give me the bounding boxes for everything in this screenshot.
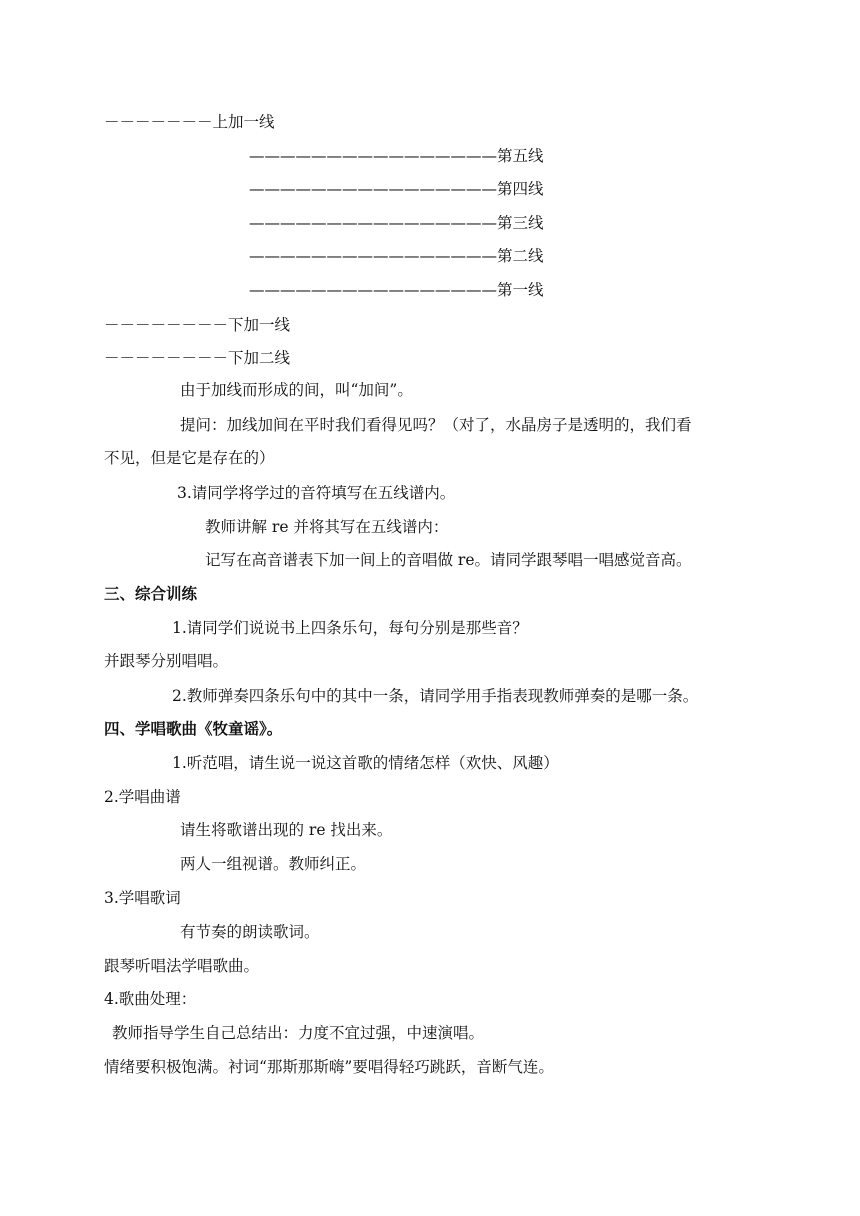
ledger-line-below-2: －－－－－－－－下加二线 bbox=[104, 349, 291, 367]
section4-item-4-line-1: 教师指导学生自己总结出：力度不宜过强，中速演唱。 bbox=[112, 1024, 485, 1042]
section4-item-1: 1.听范唱，请生说一说这首歌的情绪怎样（欢快、风趣） bbox=[172, 754, 559, 772]
list-item-3: 3.请同学将学过的音符填写在五线谱内。 bbox=[177, 484, 456, 502]
section4-item-4-title: 4.歌曲处理： bbox=[104, 990, 197, 1008]
staff-line-3: ————————————————第三线 bbox=[249, 214, 544, 232]
section4-item-2-title: 2.学唱曲谱 bbox=[104, 788, 181, 806]
section3-item-2: 2.教师弹奏四条乐句中的其中一条，请同学用手指表现教师弹奏的是哪一条。 bbox=[172, 687, 699, 705]
section-heading-3: 三、综合训练 bbox=[104, 585, 198, 603]
paragraph-remember-re: 记写在高音谱表下加一间上的音唱做 re。请同学跟琴唱一唱感觉音高。 bbox=[205, 551, 692, 569]
section4-item-3-title: 3.学唱歌词 bbox=[104, 889, 181, 907]
staff-line-5: ————————————————第五线 bbox=[249, 147, 544, 165]
section3-item-1-line-1: 1.请同学们说说书上四条乐句，每句分别是那些音？ bbox=[172, 619, 528, 637]
staff-line-4: ————————————————第四线 bbox=[249, 180, 544, 198]
paragraph-jiajian: 由于加线而形成的间，叫“加间”。 bbox=[180, 381, 413, 399]
section3-item-1-line-2: 并跟琴分别唱唱。 bbox=[104, 652, 229, 670]
section4-item-3-line-1: 有节奏的朗读歌词。 bbox=[180, 923, 320, 941]
section4-item-3-line-2: 跟琴听唱法学唱歌曲。 bbox=[104, 957, 260, 975]
ledger-line-below-1: －－－－－－－－下加一线 bbox=[104, 316, 291, 334]
paragraph-teacher-re: 教师讲解 re 并将其写在五线谱内： bbox=[205, 518, 449, 536]
staff-line-1: ————————————————第一线 bbox=[249, 281, 544, 299]
paragraph-question-line-2: 不见，但是它是存在的） bbox=[104, 449, 275, 467]
section4-item-2-line-1: 请生将歌谱出现的 re 找出来。 bbox=[180, 821, 393, 839]
ledger-line-above-1: －－－－－－－上加一线 bbox=[104, 113, 275, 131]
section4-item-2-line-2: 两人一组视谱。教师纠正。 bbox=[180, 855, 367, 873]
staff-line-2: ————————————————第二线 bbox=[249, 247, 544, 265]
paragraph-question-line-1: 提问：加线加间在平时我们看得见吗？（对了，水晶房子是透明的，我们看 bbox=[180, 416, 692, 434]
section-heading-4: 四、学唱歌曲《牧童谣》。 bbox=[104, 720, 283, 738]
section4-item-4-line-2: 情绪要积极饱满。衬词“那斯那斯嗨”要唱得轻巧跳跃，音断气连。 bbox=[104, 1058, 554, 1076]
